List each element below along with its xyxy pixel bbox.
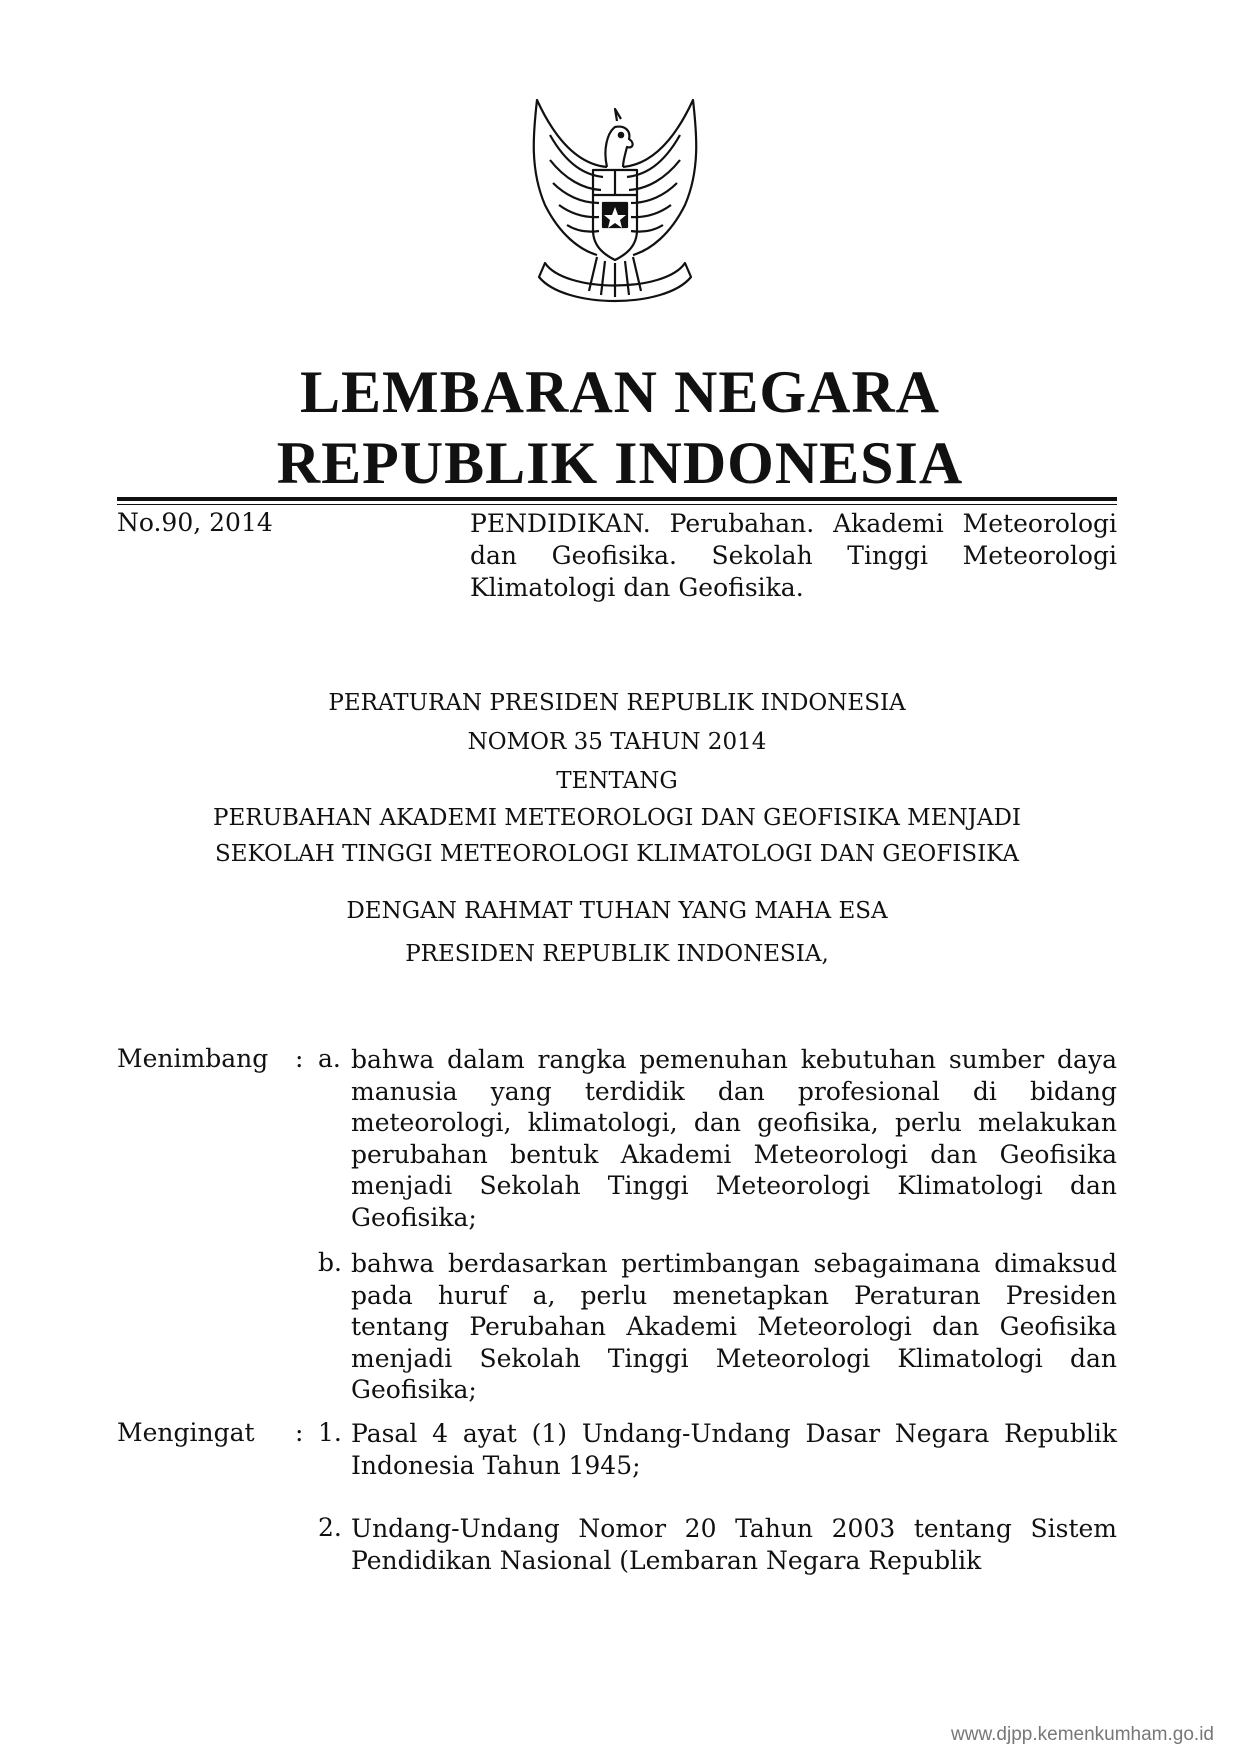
regulation-number: NOMOR 35 TAHUN 2014 — [467, 729, 767, 755]
preamble-line1: DENGAN RAHMAT TUHAN YANG MAHA ESA — [346, 898, 888, 924]
regulation-title-line1: PERUBAHAN AKADEMI METEOROLOGI DAN GEOFISIKA MENJADI — [212, 805, 1021, 831]
mengingat-label: Mengingat — [117, 1418, 255, 1447]
mengingat-item-1: Pasal 4 ayat (1) Undang-Undang Dasar Negara Republik Indonesia Tahun 1945; — [351, 1419, 1117, 1480]
regulation-type: PERATURAN PRESIDEN REPUBLIK INDONESIA — [328, 690, 906, 716]
menimbang-marker-b: b. — [318, 1248, 342, 1277]
menimbang-marker-a: a. — [318, 1044, 341, 1073]
mengingat-marker-2: 2. — [318, 1513, 342, 1542]
menimbang-colon: : — [295, 1044, 304, 1073]
menimbang-item-a: bahwa dalam rangka pemenuhan kebutuhan sumber daya manusia yang terdidik dan profesional di bidang meteorologi, klimatologi, dan geofisika, perlu melakukan perubahan bentuk Akademi Meteorologi dan Geofisika menjadi Sekolah Tinggi Meteorologi Klimatologi dan Geofisika; — [351, 1045, 1117, 1232]
issue-subject: PENDIDIKAN. Perubahan. Akademi Meteorologi dan Geofisika. Sekolah Tinggi Meteorologi Klimatologi dan Geofisika. — [470, 509, 1117, 602]
preamble-line2: PRESIDEN REPUBLIK INDONESIA, — [405, 941, 829, 967]
regulation-title-line2: SEKOLAH TINGGI METEOROLOGI KLIMATOLOGI DAN GEOFISIKA — [214, 841, 1020, 867]
issue-number: No.90, 2014 — [117, 508, 273, 537]
footer-url: www.djpp.kemenkumham.go.id — [951, 1724, 1214, 1745]
masthead-title: LEMBARAN NEGARA — [299, 359, 941, 425]
menimbang-label: Menimbang — [117, 1044, 269, 1073]
garuda-pancasila-emblem-icon — [515, 95, 715, 310]
masthead-subtitle: REPUBLIK INDONESIA — [276, 430, 964, 496]
regulation-about: TENTANG — [556, 768, 678, 794]
mengingat-colon: : — [295, 1418, 304, 1447]
masthead-divider — [117, 497, 1117, 501]
menimbang-item-b: bahwa berdasarkan pertimbangan sebagaimana dimaksud pada huruf a, perlu menetapkan Peraturan Presiden tentang Perubahan Akademi Meteorologi dan Geofisika menjadi Sekolah Tinggi Meteorologi Klimatologi dan Geofisika; — [351, 1249, 1117, 1405]
masthead-divider-thin — [117, 504, 1117, 505]
mengingat-marker-1: 1. — [318, 1418, 342, 1447]
mengingat-item-2: Undang-Undang Nomor 20 Tahun 2003 tentang Sistem Pendidikan Nasional (Lembaran Negara Republik — [351, 1514, 1117, 1575]
